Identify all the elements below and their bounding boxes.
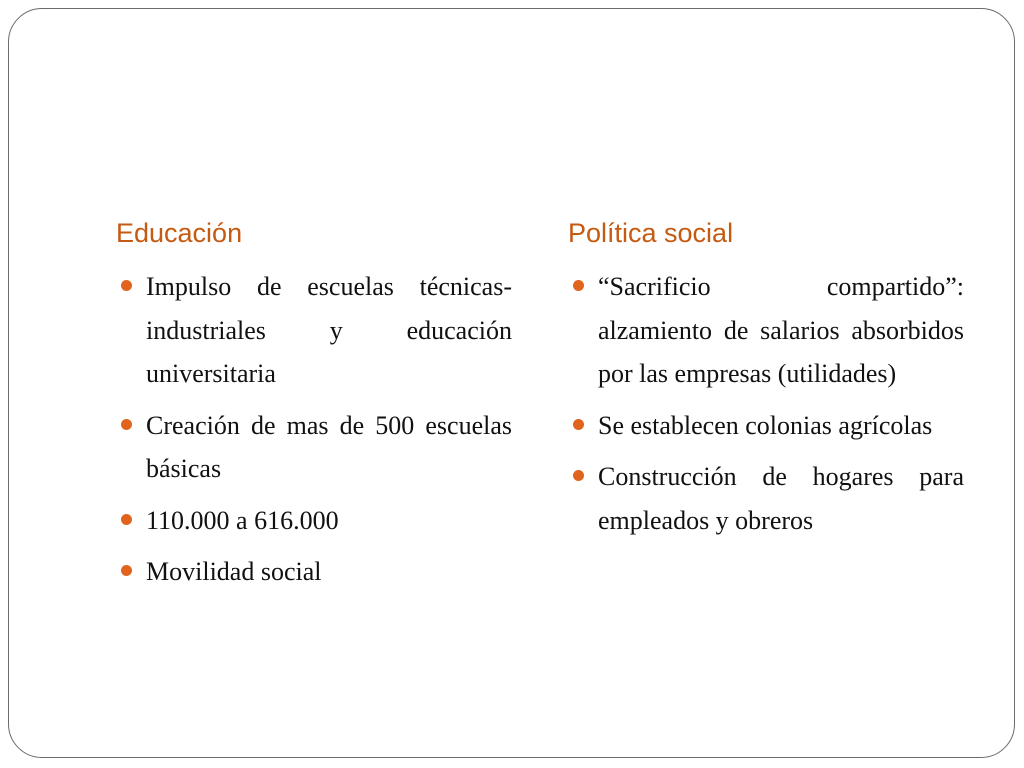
list-item-text: Impulso de escuelas técnicas-industriales y educación universitaria <box>146 272 512 388</box>
list-item <box>566 404 964 448</box>
bullet-dot-icon <box>121 419 132 430</box>
list-item <box>114 404 512 491</box>
column-educacion <box>114 208 512 602</box>
bullet-list <box>566 265 964 542</box>
slide <box>8 8 1015 758</box>
bullet-dot-icon <box>121 280 132 291</box>
list-item <box>566 455 964 542</box>
list-item-text: Creación de mas de 500 escuelas básicas <box>146 410 512 483</box>
list-item-text: Construcción de hogares para empleados y obreros <box>598 462 964 535</box>
bullet-dot-icon <box>121 514 132 525</box>
column-heading: Política social <box>568 218 734 248</box>
bullet-list <box>114 265 512 594</box>
bullet-dot-icon <box>573 470 584 481</box>
list-item-text: Se establecen colonias agrícolas <box>598 410 933 440</box>
bullet-dot-icon <box>121 565 132 576</box>
column-politica-social <box>566 208 964 550</box>
list-item-text: Movilidad social <box>146 557 322 586</box>
bullet-dot-icon <box>573 280 584 291</box>
column-heading: Educación <box>116 218 243 248</box>
list-item <box>114 499 512 543</box>
bullet-dot-icon <box>573 419 584 430</box>
list-item-text: “Sacrificio compartido”: alzamiento de salarios absorbidos por las empresas (utilidades) <box>598 272 964 388</box>
list-item <box>114 550 512 594</box>
list-item-text: 110.000 a 616.000 <box>146 505 339 535</box>
list-item <box>114 265 512 396</box>
list-item <box>566 265 964 396</box>
